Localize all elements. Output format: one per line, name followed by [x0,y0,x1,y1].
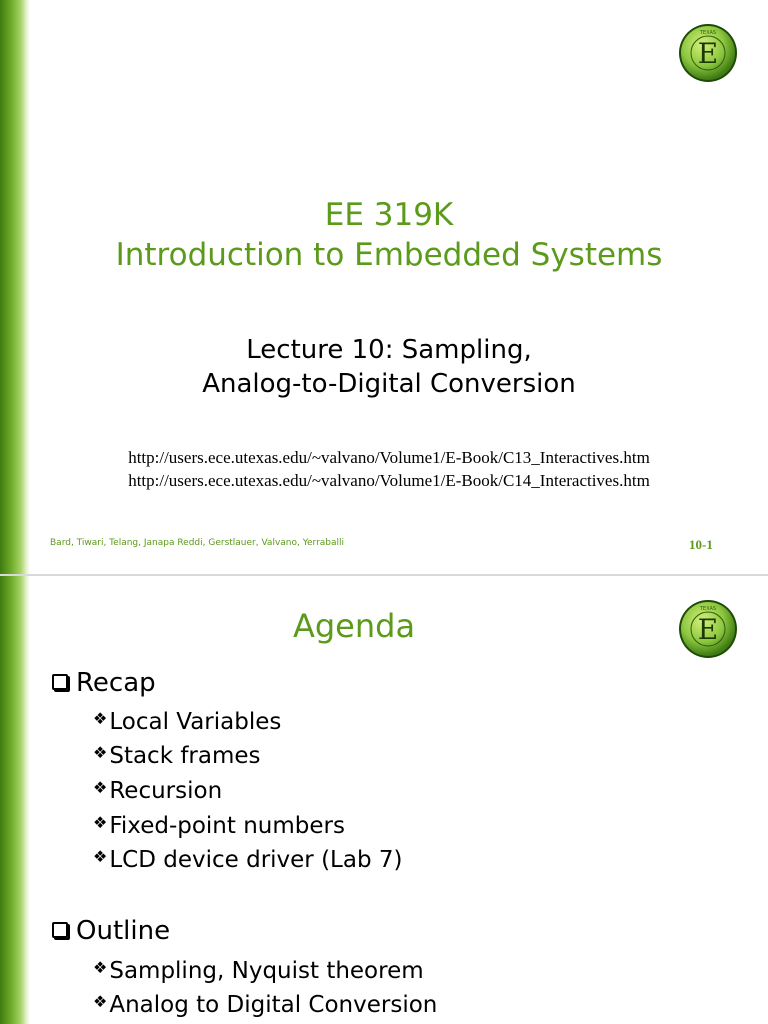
agenda-slide [0,576,768,1024]
green-gradient-bar [0,0,30,574]
footer-authors: Bard, Tiwari, Telang, Janapa Reddi, Gerstlauer, Valvano, Yerraballi [50,538,345,548]
list-item: ❖Recursion [93,773,222,806]
list-item: ❖Stack frames [93,738,261,771]
list-item: ❖Fixed-point numbers [93,808,345,841]
texas-e-logo-icon [678,23,738,83]
course-title: Introduction to Embedded Systems [115,237,663,273]
four-diamond-icon: ❖ [93,709,108,728]
green-gradient-bar [0,576,30,1024]
svg-text:TEXAS: TEXAS [699,30,717,36]
svg-text:E: E [697,37,719,70]
four-diamond-icon: ❖ [93,847,108,866]
four-diamond-icon: ❖ [93,958,108,977]
page-number: 10-1 [689,537,713,552]
list-item: ❖Local Variables [93,704,281,737]
list-item: ❖Analog to Digital Conversion [93,987,437,1020]
svg-text:TEXAS: TEXAS [699,606,717,612]
svg-text:E: E [697,613,719,646]
section-heading-outline: Outline [52,915,170,947]
list-item: ❖LCD device driver (Lab 7) [93,842,402,875]
hollow-square-icon [52,674,68,690]
list-item: ❖Sampling, Nyquist theorem [93,953,424,986]
agenda-title: Agenda [292,607,416,645]
lecture-title-line2: Analog-to-Digital Conversion [202,369,576,399]
link-c14-interactives[interactable]: http://users.ece.utexas.edu/~valvano/Volume1/E-Book/C14_Interactives.htm [128,471,650,490]
texas-e-logo-icon [678,599,738,659]
link-c13-interactives[interactable]: http://users.ece.utexas.edu/~valvano/Volume1/E-Book/C13_Interactives.htm [128,448,650,467]
four-diamond-icon: ❖ [93,778,108,797]
section-heading-recap: Recap [52,667,156,699]
hollow-square-icon [52,922,68,938]
four-diamond-icon: ❖ [93,813,108,832]
course-code: EE 319K [324,197,454,233]
four-diamond-icon: ❖ [93,992,108,1011]
four-diamond-icon: ❖ [93,743,108,762]
lecture-title-line1: Lecture 10: Sampling, [246,335,532,365]
